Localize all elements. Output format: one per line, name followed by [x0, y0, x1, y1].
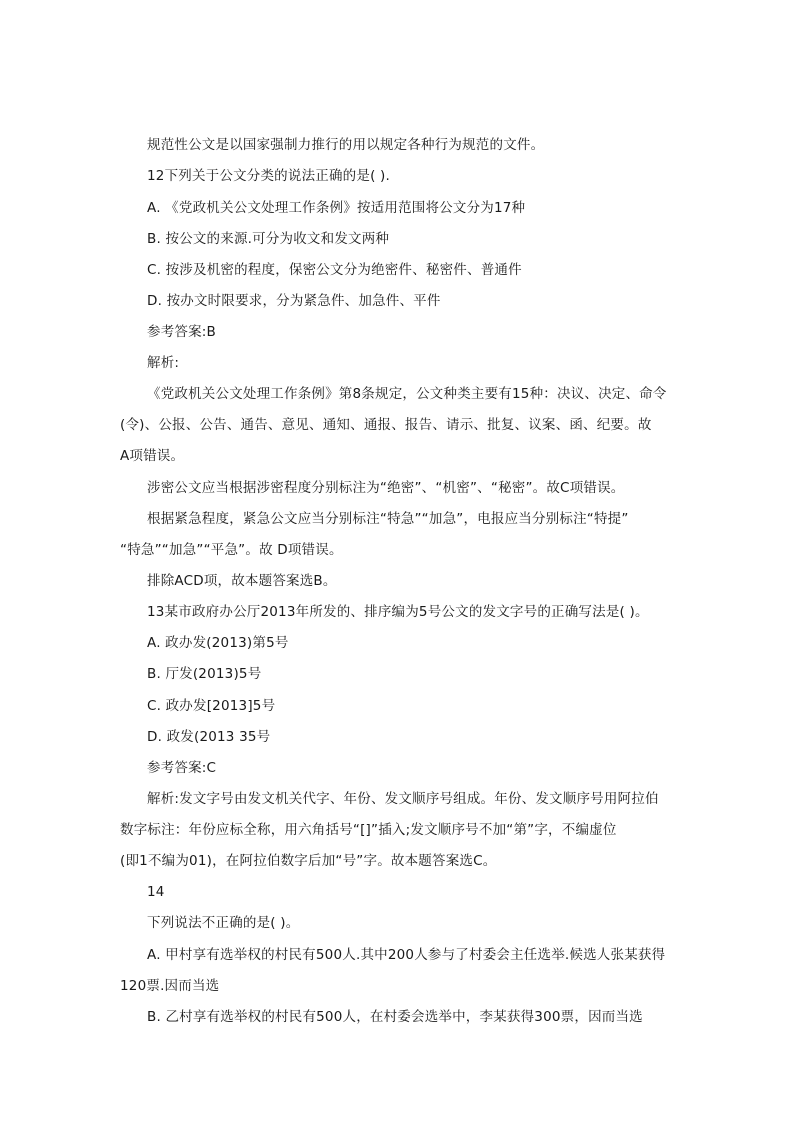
question-14-stem: 下列说法不正确的是( )。	[147, 915, 300, 931]
question-12-stem: 12下列关于公文分类的说法正确的是( ).	[147, 168, 390, 184]
analysis-line: “特急”“加急”“平急”。故 D项错误。	[120, 542, 343, 558]
question-12-answer: 参考答案:B	[147, 324, 217, 340]
question-14-option-a-continued: 120票.因而当选	[120, 978, 220, 994]
question-13-stem: 13某市政府办公厅2013年所发的、排序编为5号公文的发文字号的正确写法是( )。	[147, 604, 649, 620]
analysis-line: 根据紧急程度，紧急公文应当分别标注“特急”“加急”，电报应当分别标注“特提”	[147, 511, 629, 527]
question-14-option-b: B. 乙村享有选举权的村民有500人，在村委会选举中，李某获得300票，因而当选	[147, 1009, 643, 1025]
analysis-line: (令)、公报、公告、通告、意见、通知、通报、报告、请示、批复、议案、函、纪要。故	[120, 417, 652, 433]
question-14-number: 14	[147, 884, 165, 900]
question-13-option-c: C. 政办发[2013]5号	[147, 698, 276, 714]
analysis-line: 涉密公文应当根据涉密程度分别标注为“绝密”、“机密”、“秘密”。故C项错误。	[147, 480, 625, 496]
question-12-option-d: D. 按办文时限要求，分为紧急件、加急件、平件	[147, 293, 441, 309]
analysis-conclusion: 排除ACD项，故本题答案选B。	[147, 573, 337, 589]
analysis-line: A项错误。	[120, 448, 185, 464]
question-13-option-a: A. 政办发(2013)第5号	[147, 635, 289, 651]
question-14-option-a: A. 甲村享有选举权的村民有500人.其中200人参与了村委会主任选举.候选人张某获得	[147, 947, 666, 963]
question-13-answer: 参考答案:C	[147, 760, 217, 776]
analysis-heading: 解析:	[147, 355, 180, 371]
question-13-option-b: B. 厅发(2013)5号	[147, 666, 262, 682]
question-13-option-d: D. 政发(2013 35号	[147, 729, 271, 745]
analysis-line: 解析:发文字号由发文机关代字、年份、发文顺序号组成。年份、发文顺序号用阿拉伯	[147, 791, 659, 807]
question-12-option-c: C. 按涉及机密的程度，保密公文分为绝密件、秘密件、普通件	[147, 262, 522, 278]
paragraph-line: 规范性公文是以国家强制力推行的用以规定各种行为规范的文件。	[147, 137, 545, 153]
analysis-line: (即1不编为01)，在阿拉伯数字后加“号”字。故本题答案选C。	[120, 853, 497, 869]
question-12-option-b: B. 按公文的来源.可分为收文和发文两种	[147, 231, 390, 247]
analysis-line: 《党政机关公文处理工作条例》第8条规定，公文种类主要有15种：决议、决定、命令	[147, 386, 667, 402]
analysis-line: 数字标注：年份应标全称，用六角括号“[]”插入;发文顺序号不加“第”字，不编虚位	[120, 822, 617, 838]
question-12-option-a: A. 《党政机关公文处理工作条例》按适用范围将公文分为17种	[147, 200, 526, 216]
